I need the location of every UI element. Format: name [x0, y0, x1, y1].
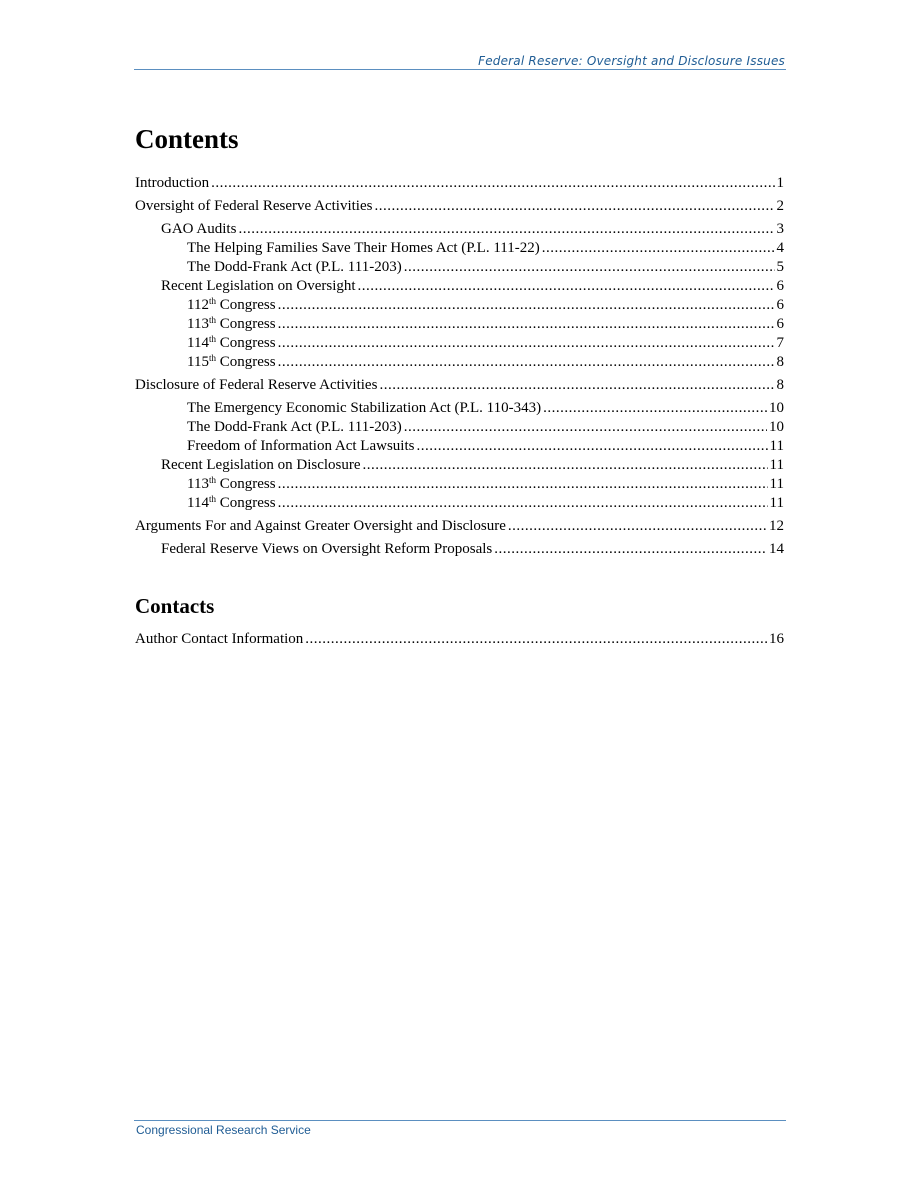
- toc-entry[interactable]: [135, 437, 784, 456]
- toc-entry[interactable]: [135, 630, 784, 649]
- toc-entry-title: The Emergency Economic Stabilization Act (P.L. 110-343): [187, 400, 542, 416]
- toc-entry-title: The Dodd-Frank Act (P.L. 111-203): [187, 419, 402, 435]
- toc-entry-title: Introduction: [135, 175, 210, 191]
- toc-entry[interactable]: [135, 399, 784, 418]
- toc-entry-title: 115th Congress: [187, 353, 276, 370]
- dot-leader: [374, 197, 774, 216]
- dot-leader: [278, 494, 768, 513]
- contents-heading: Contents: [135, 124, 239, 154]
- toc-entry-title: The Helping Families Save Their Homes Act (P.L. 111-22): [187, 240, 540, 256]
- footer-publisher: Congressional Research Service: [136, 1123, 311, 1137]
- dot-leader: [404, 258, 775, 277]
- dot-leader: [278, 475, 768, 494]
- toc-entry-title: 112th Congress: [187, 296, 276, 313]
- toc-entry-page: 8: [776, 354, 784, 370]
- toc-entry-title: Disclosure of Federal Reserve Activities: [135, 377, 378, 393]
- dot-leader: [278, 334, 775, 353]
- toc-entry[interactable]: [135, 517, 784, 536]
- dot-leader: [508, 517, 767, 536]
- toc-entry-page: 16: [769, 631, 784, 647]
- running-header-title: Federal Reserve: Oversight and Disclosure Issues: [478, 54, 785, 68]
- toc-entry-page: 11: [769, 438, 784, 454]
- dot-leader: [305, 630, 767, 649]
- toc-entry-page: 3: [776, 221, 784, 237]
- toc-entry[interactable]: [135, 174, 784, 193]
- toc-entry-title: The Dodd-Frank Act (P.L. 111-203): [187, 259, 402, 275]
- toc-entry[interactable]: [135, 376, 784, 395]
- toc-entry-page: 7: [776, 335, 784, 351]
- toc-entry-page: 2: [776, 198, 784, 214]
- toc-entry-title: Author Contact Information: [135, 631, 304, 647]
- toc-entry[interactable]: [135, 220, 784, 239]
- header-divider: [134, 69, 786, 70]
- toc-entry-title: Freedom of Information Act Lawsuits: [187, 438, 415, 454]
- toc-entry-page: 8: [776, 377, 784, 393]
- toc-entry-page: 10: [769, 400, 784, 416]
- footer-divider: [134, 1120, 786, 1121]
- toc-entry-title: Federal Reserve Views on Oversight Reform Proposals: [161, 541, 493, 557]
- toc-entry[interactable]: [135, 197, 784, 216]
- toc-entry-page: 6: [776, 297, 784, 313]
- toc-entry-page: 4: [776, 240, 784, 256]
- toc-entry[interactable]: [135, 334, 784, 353]
- toc-entry[interactable]: [135, 315, 784, 334]
- toc-entry-title: 113th Congress: [187, 315, 276, 332]
- contacts-list: [135, 630, 784, 649]
- toc-entry[interactable]: [135, 494, 784, 513]
- toc-entry-page: 11: [769, 476, 784, 492]
- dot-leader: [358, 277, 775, 296]
- dot-leader: [211, 174, 774, 193]
- toc-entry[interactable]: [135, 258, 784, 277]
- toc-entry-page: 5: [776, 259, 784, 275]
- dot-leader: [494, 540, 767, 559]
- toc-entry[interactable]: [135, 418, 784, 437]
- toc-entry-title: Arguments For and Against Greater Oversight and Disclosure: [135, 518, 506, 534]
- dot-leader: [278, 353, 775, 372]
- dot-leader: [416, 437, 767, 456]
- toc-entry[interactable]: [135, 475, 784, 494]
- toc-entry-title: Recent Legislation on Disclosure: [161, 457, 361, 473]
- dot-leader: [278, 296, 775, 315]
- toc-entry-page: 1: [776, 175, 784, 191]
- toc-entry-page: 12: [769, 518, 784, 534]
- toc-entry-page: 6: [776, 316, 784, 332]
- dot-leader: [543, 399, 767, 418]
- dot-leader: [238, 220, 774, 239]
- contacts-heading: Contacts: [135, 594, 215, 618]
- table-of-contents: [135, 174, 784, 559]
- toc-entry-title: GAO Audits: [161, 221, 237, 237]
- toc-entry-title: 114th Congress: [187, 334, 276, 351]
- toc-entry-page: 6: [776, 278, 784, 294]
- toc-entry[interactable]: [135, 296, 784, 315]
- dot-leader: [379, 376, 774, 395]
- toc-entry[interactable]: [135, 353, 784, 372]
- toc-entry-title: Recent Legislation on Oversight: [161, 278, 356, 294]
- toc-entry[interactable]: [135, 540, 784, 559]
- toc-entry-page: 14: [769, 541, 784, 557]
- toc-entry[interactable]: [135, 239, 784, 258]
- dot-leader: [404, 418, 767, 437]
- dot-leader: [278, 315, 775, 334]
- toc-entry[interactable]: [135, 277, 784, 296]
- toc-entry[interactable]: [135, 456, 784, 475]
- toc-entry-page: 10: [769, 419, 784, 435]
- toc-entry-title: Oversight of Federal Reserve Activities: [135, 198, 373, 214]
- toc-entry-title: 113th Congress: [187, 475, 276, 492]
- dot-leader: [363, 456, 768, 475]
- dot-leader: [542, 239, 775, 258]
- toc-entry-page: 11: [769, 495, 784, 511]
- toc-entry-title: 114th Congress: [187, 494, 276, 511]
- toc-entry-page: 11: [769, 457, 784, 473]
